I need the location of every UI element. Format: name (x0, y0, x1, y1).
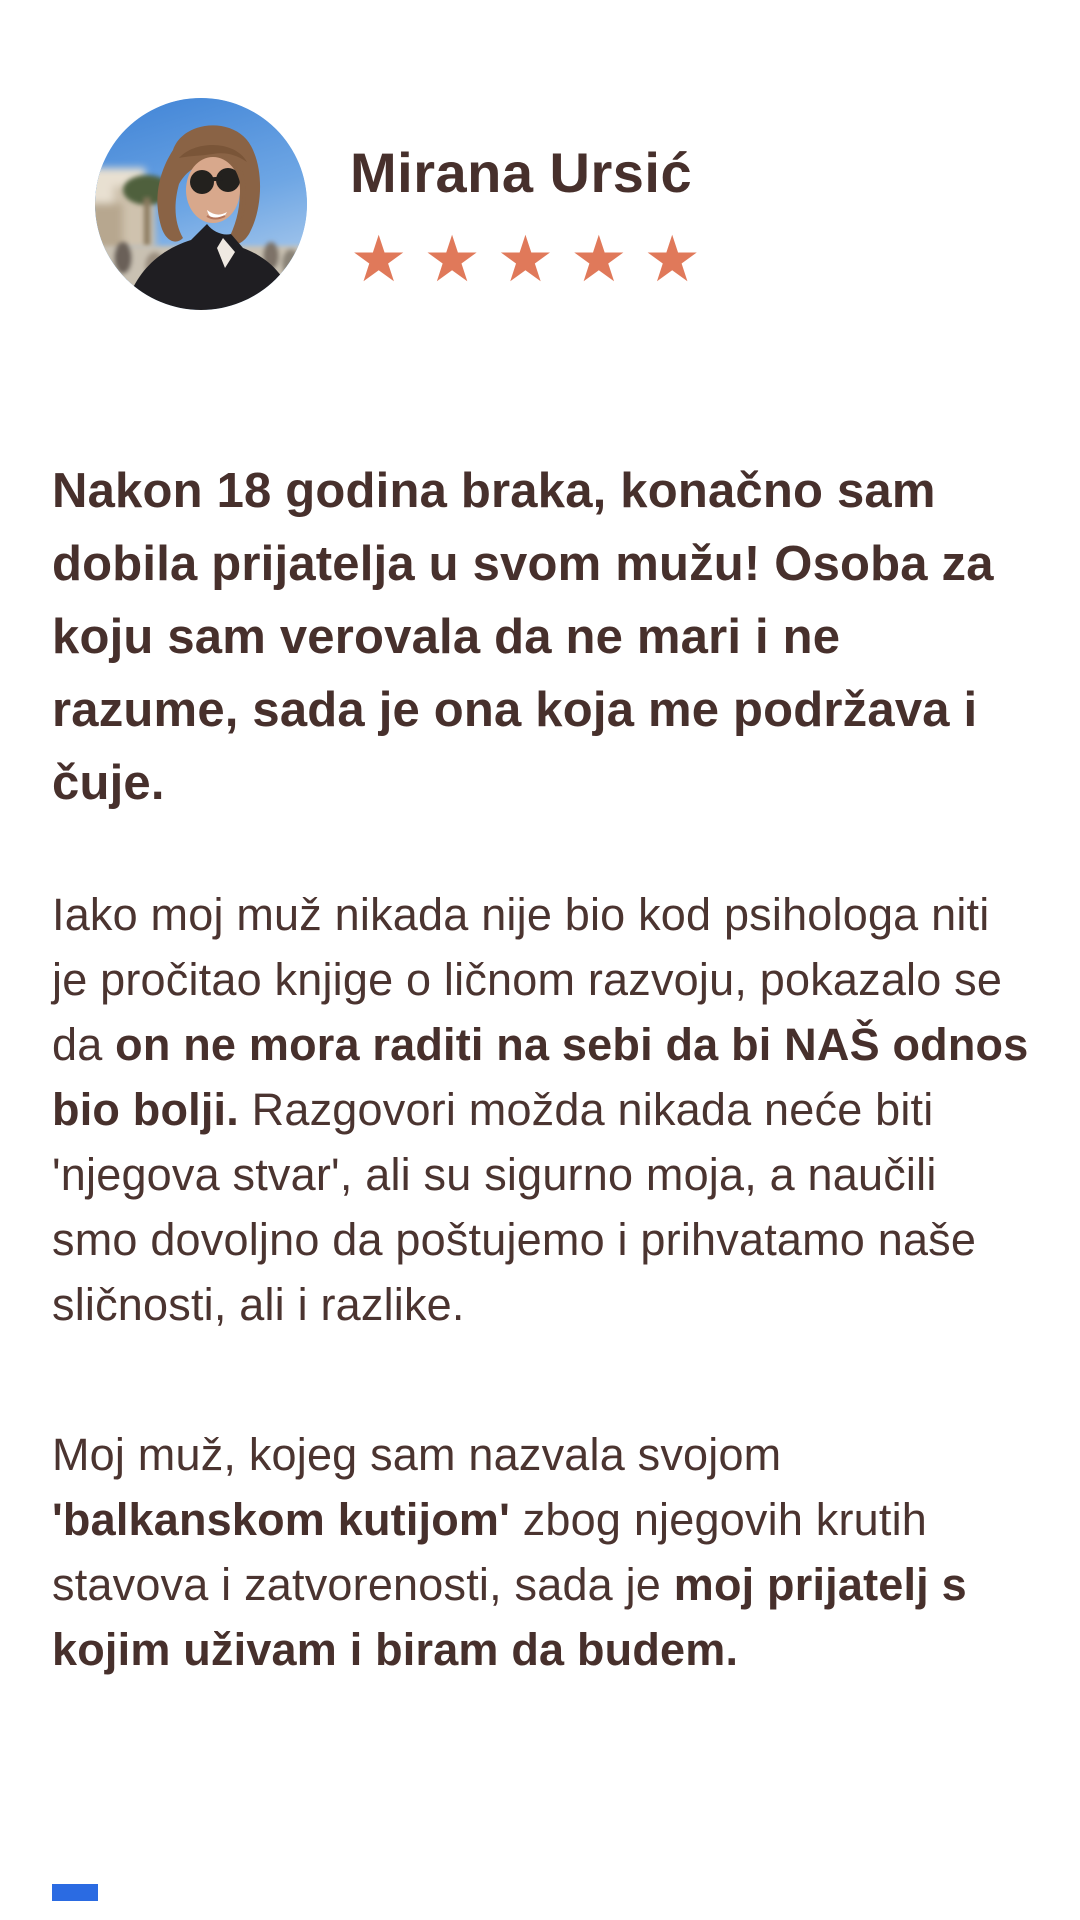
review-text-bold: moj prijatelj s kojim uživam i biram da budem. (52, 1559, 967, 1675)
review-text-bold: Nakon 18 godina braka, konačno sam dobila prijatelja u svom mužu! Osoba za koju sam verovala da ne mari i ne razume, sada je ona koja me podržava i čuje. (52, 464, 994, 810)
text-cursor-mark (52, 1884, 98, 1901)
review-paragraph (52, 882, 1032, 1337)
avatar (95, 98, 307, 310)
review-text: Razgovori možda nikada neće biti 'njegova stvar', ali su sigurno moja, a naučili smo dovoljno da poštujemo i prihvatamo naše sličnosti, ali i razlike. (52, 1084, 977, 1330)
avatar-photo (95, 98, 307, 310)
star-icon: ★ (496, 222, 571, 297)
reviewer-identity (350, 141, 717, 297)
star-icon: ★ (350, 222, 424, 297)
review-paragraph (52, 1422, 1032, 1682)
star-icon: ★ (423, 222, 497, 297)
star-icon: ★ (643, 222, 717, 297)
review-text: Moj muž, kojeg sam nazvala svojom (52, 1429, 782, 1480)
review-body (52, 455, 1032, 1767)
star-rating (350, 222, 717, 297)
reviewer-name: Mirana Ursić (350, 141, 693, 204)
review-text-bold: 'balkanskom kutijom' (52, 1494, 511, 1545)
review-text-bold: on ne mora raditi na sebi da bi NAŠ odnos bio bolji. (52, 1019, 1029, 1135)
review-paragraph (52, 455, 1032, 820)
review-text: Iako moj muž nikada nije bio kod psihologa niti je pročitao knjige o ličnom razvoju, pokazalo se da (52, 889, 1003, 1070)
review-text: zbog njegovih krutih stavova i zatvorenosti, sada je (52, 1494, 927, 1610)
star-icon: ★ (570, 222, 644, 297)
